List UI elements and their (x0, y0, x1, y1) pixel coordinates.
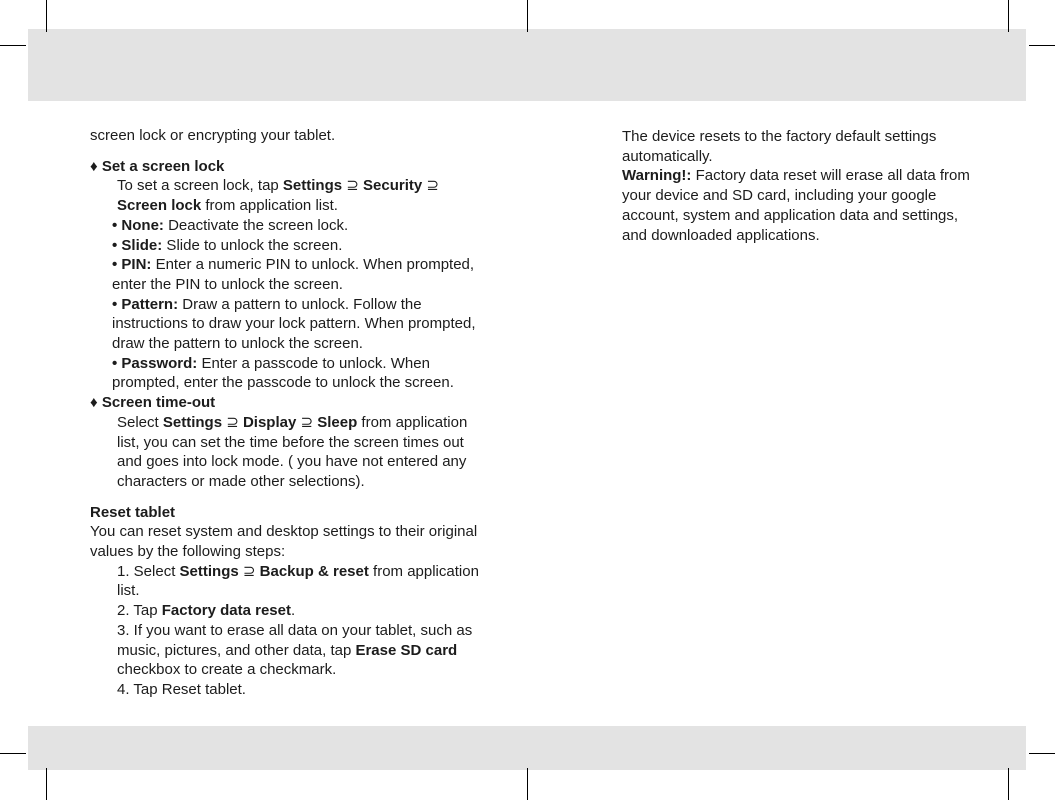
crop-mark (0, 45, 26, 46)
intro-text: screen lock or encrypting your tablet. (90, 127, 336, 144)
right-column (595, 127, 985, 245)
set-screen-lock-heading: ♦ Set a screen lock (90, 157, 225, 175)
crop-mark (46, 768, 47, 800)
screen-timeout-text: Select Settings ⊇ Display ⊇ Sleep from application list, you can set the time before the screen times out and goes into lock mode. ( you have not entered any characters or made other selections). (117, 413, 468, 490)
bullet-slide: • Slide: Slide to unlock the screen. (112, 236, 343, 254)
header-band (28, 29, 1026, 101)
bullet-pattern: • Pattern: Draw a pattern to unlock. Follow the instructions to draw your lock pattern. When prompted, draw the pattern to unlock the screen. (112, 295, 476, 353)
reset-tablet-heading: Reset tablet (90, 503, 176, 521)
reset-step-4: 4. Tap Reset tablet. (117, 680, 246, 698)
left-column (90, 126, 490, 700)
crop-mark (0, 753, 26, 754)
bullet-pin: • PIN: Enter a numeric PIN to unlock. When prompted, enter the PIN to unlock the screen. (112, 256, 475, 293)
reset-step-1: 1. Select Settings ⊇ Backup & reset from application list. (117, 562, 479, 600)
crop-mark (1029, 753, 1055, 754)
reset-intro: You can reset system and desktop settings to their original values by the following steps: (90, 523, 478, 561)
crop-mark (1029, 45, 1055, 46)
bullet-none: • None: Deactivate the screen lock. (112, 216, 349, 234)
reset-step-3: 3. If you want to erase all data on your tablet, such as music, pictures, and other data, tap Erase SD card checkbox to create a checkmark. (117, 621, 473, 679)
screen-timeout-heading: ♦ Screen time-out (90, 394, 216, 412)
crop-mark (1008, 768, 1009, 800)
reset-step-2: 2. Tap Factory data reset. (117, 602, 296, 620)
reset-result-text: The device resets to the factory default settings automatically. (622, 128, 937, 165)
footer-band (28, 726, 1026, 770)
crop-mark (527, 0, 528, 32)
crop-mark (46, 0, 47, 32)
crop-mark (527, 768, 528, 800)
bullet-password: • Password: Enter a passcode to unlock. When prompted, enter the passcode to unlock the screen. (112, 354, 454, 392)
crop-mark (1008, 0, 1009, 32)
set-lock-instructions: To set a screen lock, tap Settings ⊇ Security ⊇ Screen lock from application list. (117, 177, 439, 215)
warning-text: Warning!: Factory data reset will erase all data from your device and SD card, including your google account, system and application data and settings, and downloaded applications. (622, 167, 970, 244)
